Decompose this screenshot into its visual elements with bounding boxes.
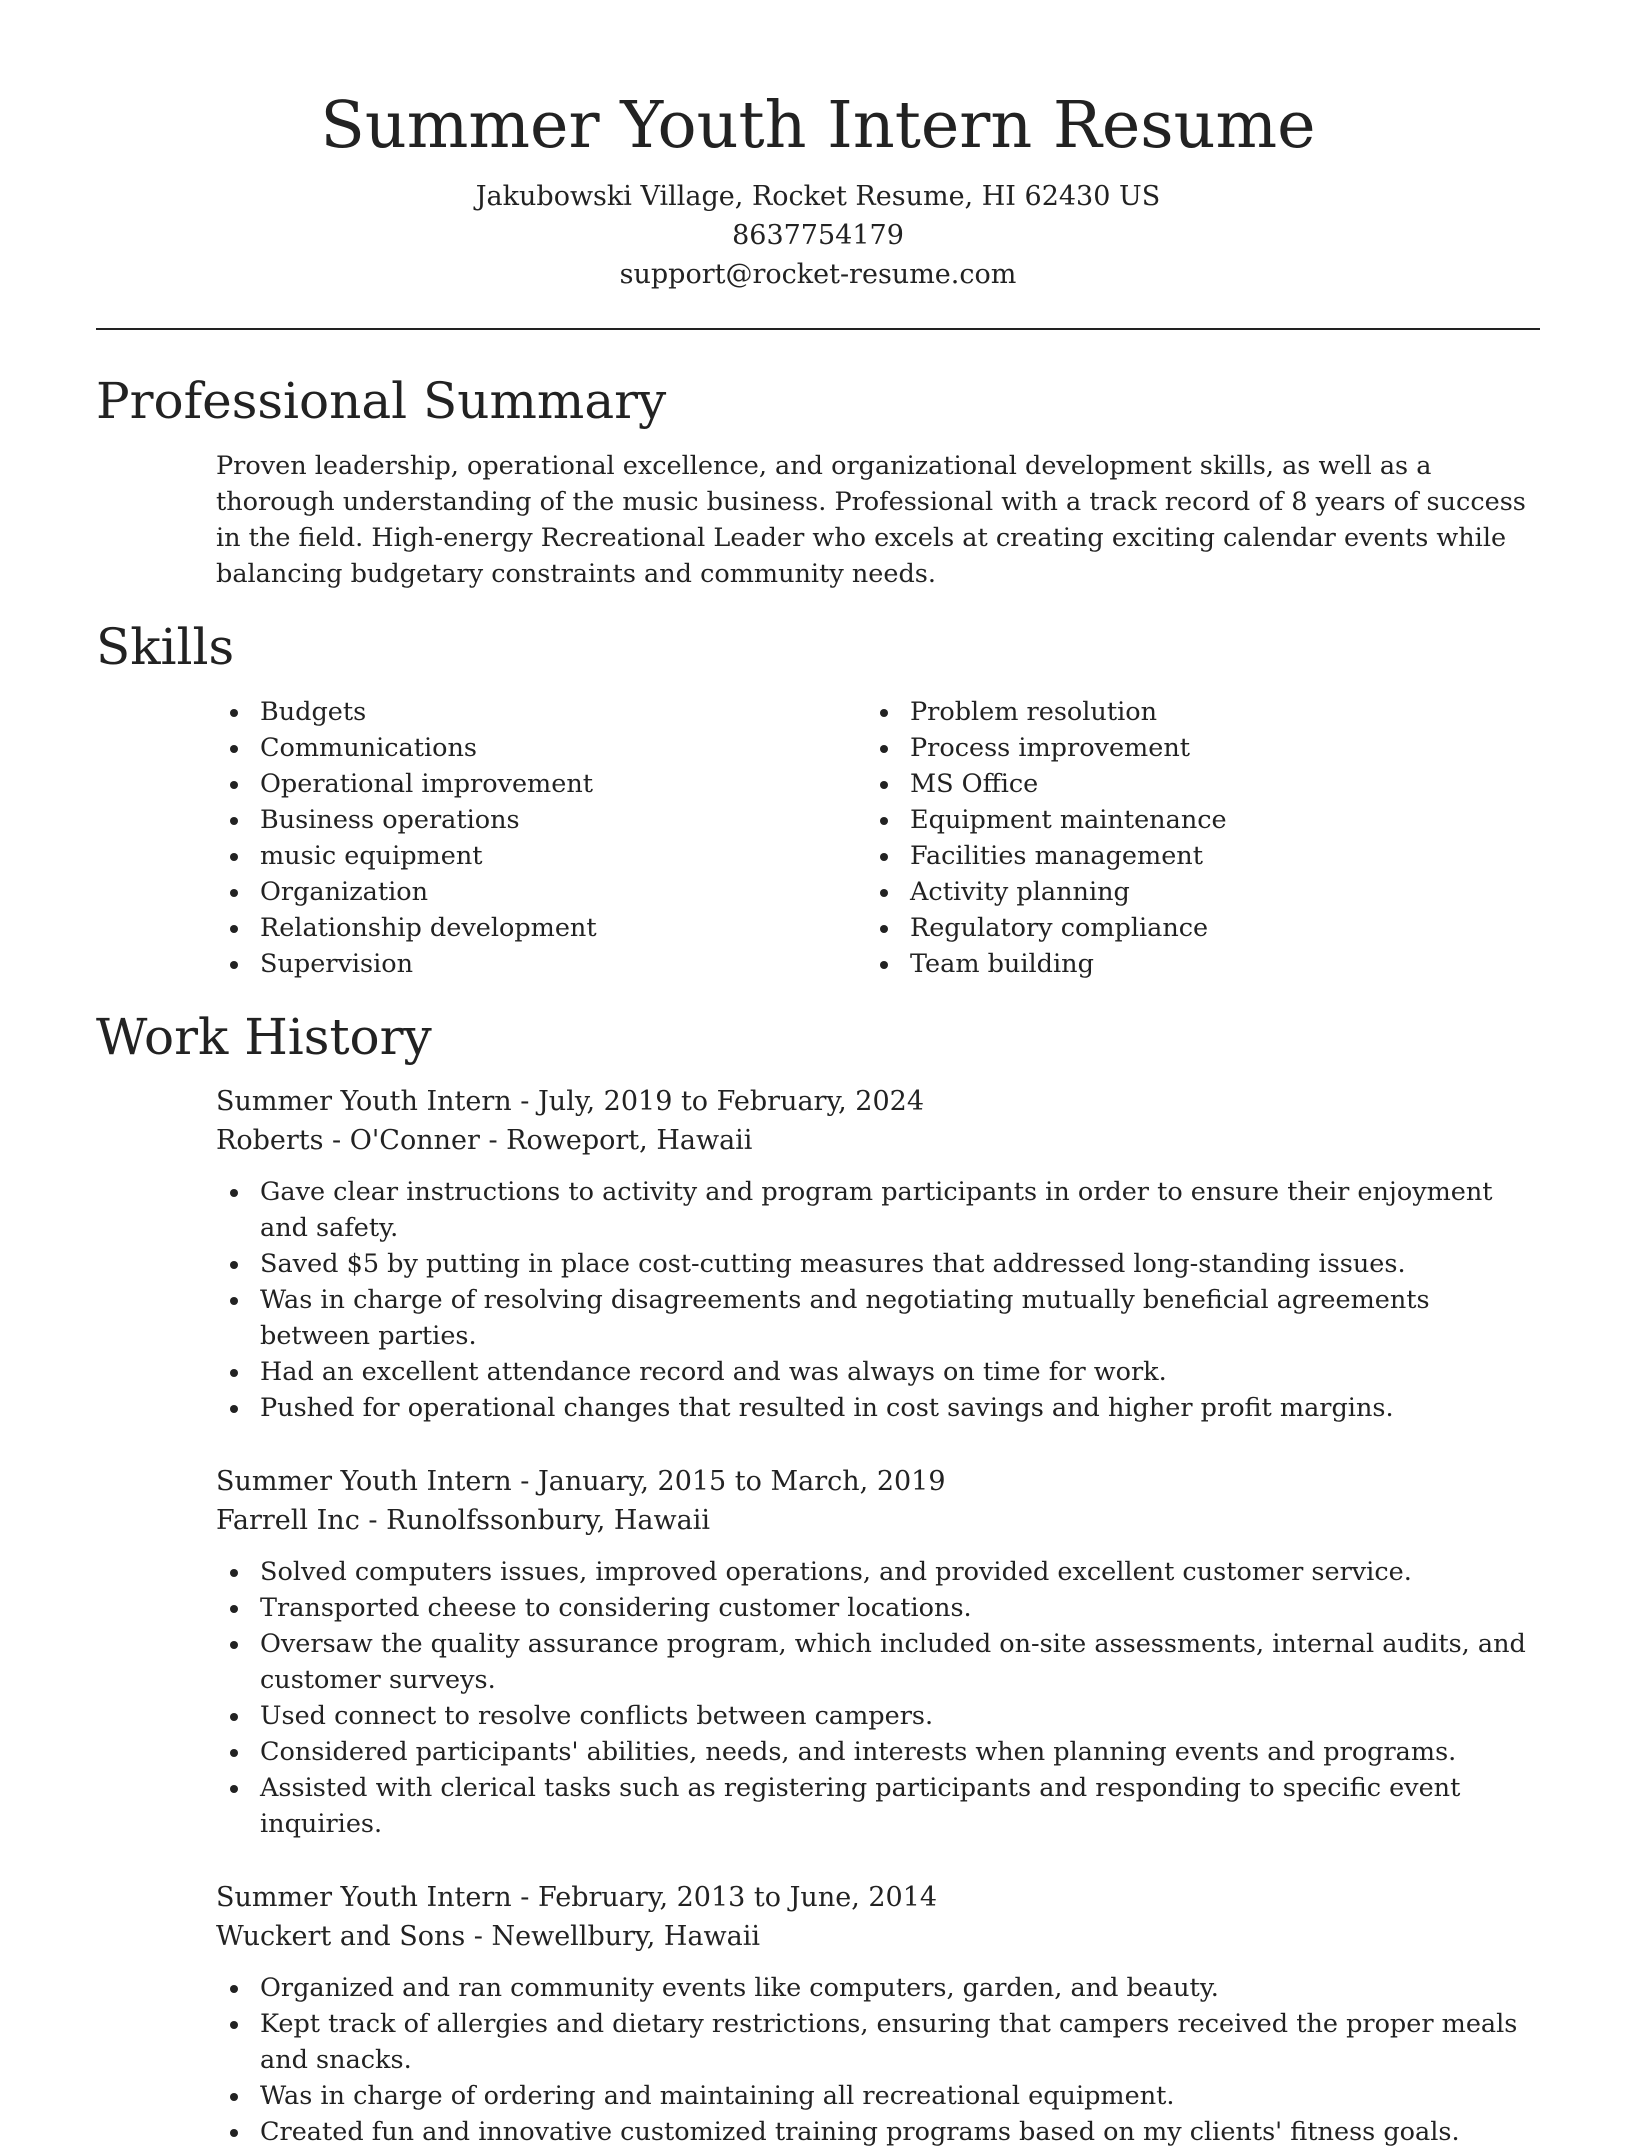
- job-bullet: Assisted with clerical tasks such as registering participants and responding to specific event inquiries.: [216, 1770, 1540, 1842]
- job-bullet: Was in charge of resolving disagreements and negotiating mutually beneficial agreements between parties.: [216, 1282, 1540, 1354]
- job-bullet: Saved $5 by putting in place cost-cutting measures that addressed long-standing issues.: [216, 1246, 1540, 1282]
- resume-title: Summer Youth Intern Resume: [320, 88, 1316, 163]
- address: Jakubowski Village, Rocket Resume, HI 62430 US: [475, 181, 1161, 212]
- job-location: - Runolfssonbury, Hawaii: [359, 1505, 710, 1536]
- header-divider: [96, 328, 1540, 330]
- phone-number: 8637754179: [732, 220, 904, 251]
- job-company: Roberts - O'Conner: [216, 1125, 480, 1156]
- work-history-heading: Work History: [96, 1008, 432, 1066]
- job-dates: - February, 2013 to June, 2014: [511, 1882, 938, 1913]
- job-company: Farrell Inc: [216, 1505, 360, 1536]
- job-entry: [216, 1878, 1540, 2150]
- job-bullet: Created fun and innovative customized training programs based on my clients' fitness goals.: [216, 2114, 1540, 2150]
- job-bullet: Pushed for operational changes that resulted in cost savings and higher profit margins.: [216, 1390, 1540, 1426]
- summary-section: [96, 370, 1540, 592]
- job-title-line: [216, 1462, 1540, 1501]
- job-bullet: Kept track of allergies and dietary restrictions, ensuring that campers received the proper meals and snacks.: [216, 2006, 1540, 2078]
- resume-page: [96, 0, 1540, 2150]
- job-title: Summer Youth Intern: [216, 1086, 512, 1117]
- contact-block: [96, 177, 1540, 294]
- skill-item: MS Office: [866, 766, 1516, 802]
- email-address: support@rocket-resume.com: [619, 259, 1017, 290]
- skills-column-right: [866, 694, 1516, 982]
- skills-section: [96, 616, 1540, 982]
- job-bullets: [216, 1174, 1540, 1426]
- job-title: Summer Youth Intern: [216, 1466, 512, 1497]
- skill-item: Regulatory compliance: [866, 910, 1516, 946]
- skills-heading: Skills: [96, 618, 235, 676]
- job-title-line: [216, 1082, 1540, 1121]
- resume-header: [96, 0, 1540, 294]
- skill-item: Team building: [866, 946, 1516, 982]
- skill-item: Problem resolution: [866, 694, 1516, 730]
- job-bullet: Had an excellent attendance record and was always on time for work.: [216, 1354, 1540, 1390]
- job-entry: [216, 1082, 1540, 1426]
- skill-item: Organization: [216, 874, 866, 910]
- work-history-section: [96, 1006, 1540, 2150]
- job-company-line: [216, 1501, 1540, 1540]
- skill-item: Process improvement: [866, 730, 1516, 766]
- job-title-line: [216, 1878, 1540, 1917]
- job-location: - Roweport, Hawaii: [479, 1125, 753, 1156]
- job-location: - Newellbury, Hawaii: [465, 1921, 760, 1952]
- job-bullet: Considered participants' abilities, needs, and interests when planning events and programs.: [216, 1734, 1540, 1770]
- job-bullet: Transported cheese to considering customer locations.: [216, 1590, 1540, 1626]
- skill-item: Activity planning: [866, 874, 1516, 910]
- job-bullet: Oversaw the quality assurance program, which included on-site assessments, internal audits, and customer surveys.: [216, 1626, 1540, 1698]
- skill-item: Supervision: [216, 946, 866, 982]
- job-bullet: Solved computers issues, improved operations, and provided excellent customer service.: [216, 1554, 1540, 1590]
- job-bullets: [216, 1970, 1540, 2150]
- summary-heading: Professional Summary: [96, 372, 667, 430]
- skill-item: Communications: [216, 730, 866, 766]
- skill-item: Facilities management: [866, 838, 1516, 874]
- skill-item: Equipment maintenance: [866, 802, 1516, 838]
- job-company-line: [216, 1917, 1540, 1956]
- job-bullets: [216, 1554, 1540, 1842]
- job-bullet: Gave clear instructions to activity and program participants in order to ensure their enjoyment and safety.: [216, 1174, 1540, 1246]
- skills-grid: [216, 694, 1540, 982]
- skill-item: Budgets: [216, 694, 866, 730]
- skill-item: Operational improvement: [216, 766, 866, 802]
- job-bullet: Used connect to resolve conflicts between campers.: [216, 1698, 1540, 1734]
- job-dates: - July, 2019 to February, 2024: [511, 1086, 925, 1117]
- job-title: Summer Youth Intern: [216, 1882, 512, 1913]
- skill-item: Business operations: [216, 802, 866, 838]
- job-bullet: Was in charge of ordering and maintaining all recreational equipment.: [216, 2078, 1540, 2114]
- job-entry: [216, 1462, 1540, 1842]
- job-company: Wuckert and Sons: [216, 1921, 466, 1952]
- job-bullet: Organized and ran community events like computers, garden, and beauty.: [216, 1970, 1540, 2006]
- skill-item: music equipment: [216, 838, 866, 874]
- job-company-line: [216, 1121, 1540, 1160]
- job-dates: - January, 2015 to March, 2019: [511, 1466, 946, 1497]
- skills-column-left: [216, 694, 866, 982]
- skill-item: Relationship development: [216, 910, 866, 946]
- summary-text: Proven leadership, operational excellence, and organizational development skills, as well as a thorough understanding of the music business. Professional with a track record of 8 years of success in the field. High-energy Recreational Leader who excels at creating exciting calendar events while balancing budgetary constraints and community needs.: [216, 451, 1526, 589]
